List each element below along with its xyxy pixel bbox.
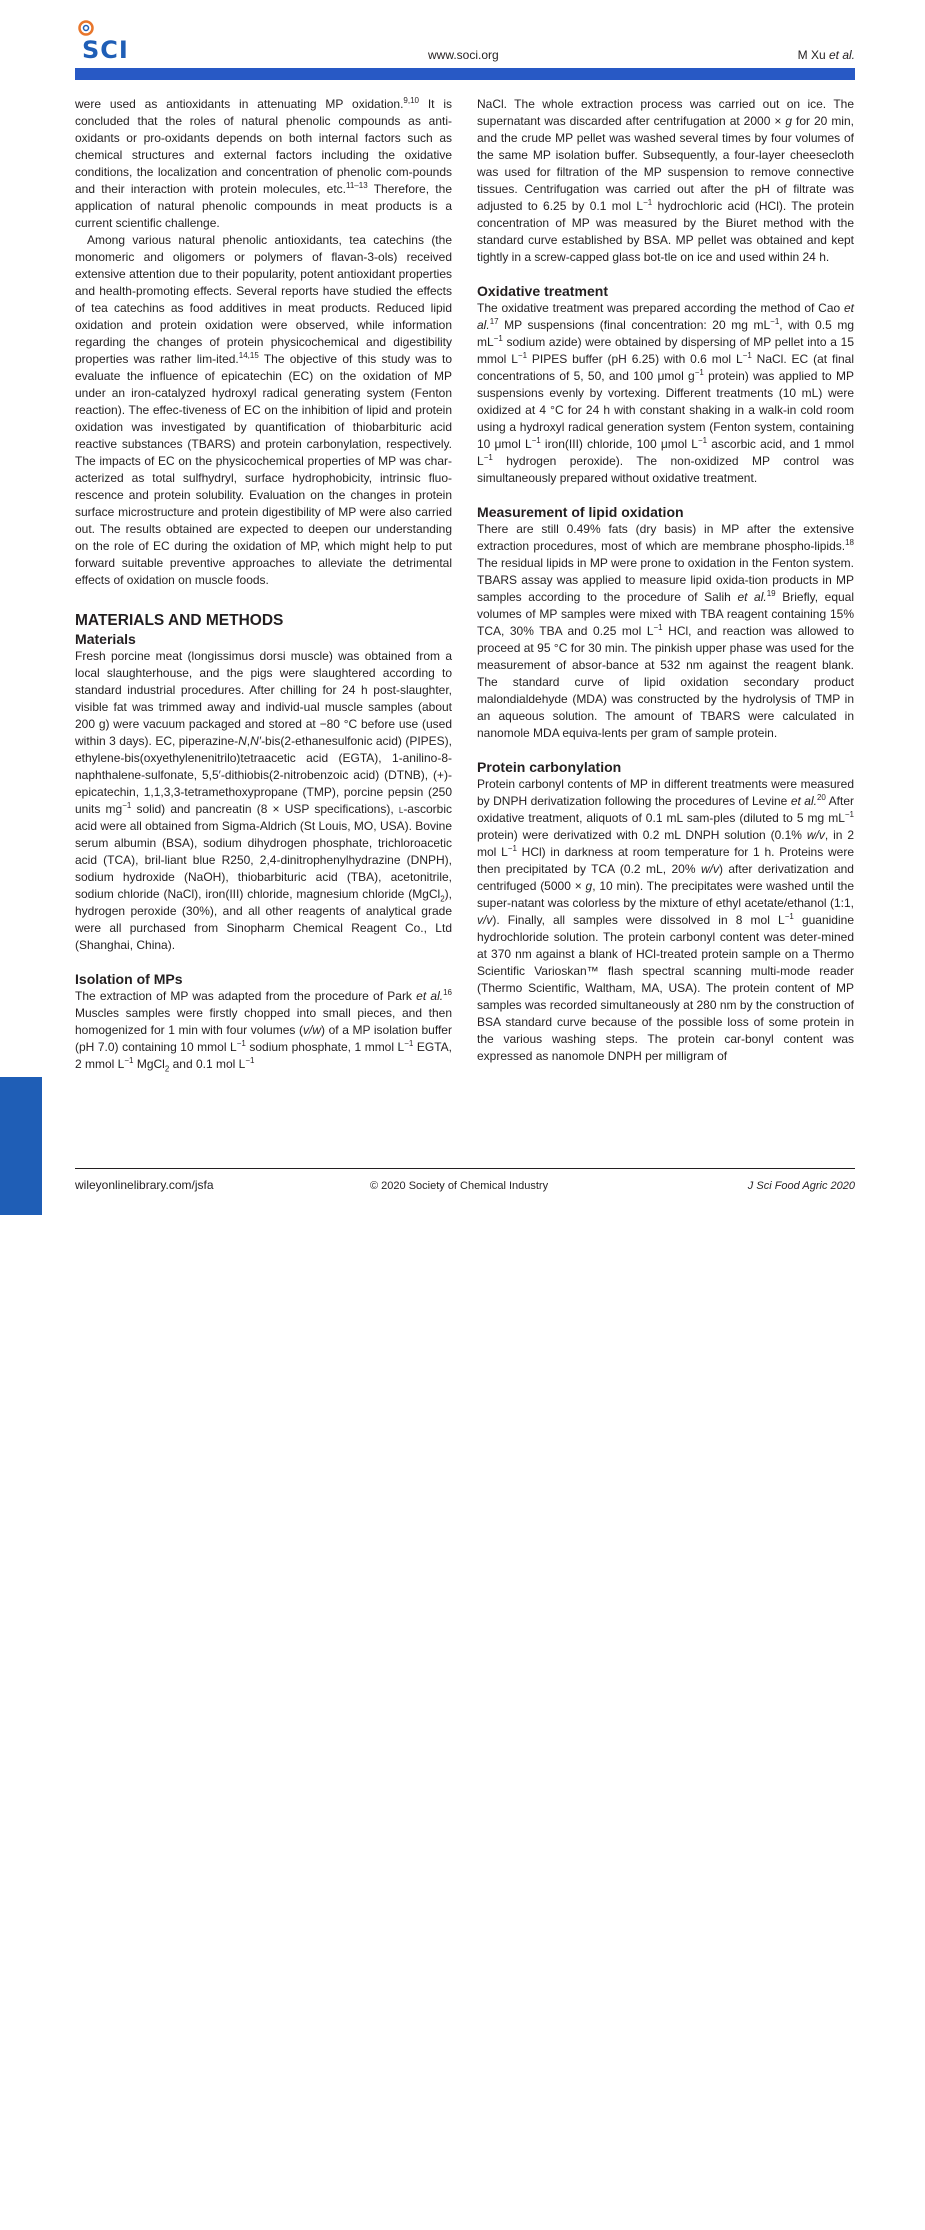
subsection-title-carbonyl: Protein carbonylation: [477, 759, 622, 775]
page-number-tab: [0, 1077, 42, 2230]
subsection-title-oxidative: Oxidative treatment: [477, 283, 609, 299]
header-bar: [75, 68, 855, 80]
footer-url[interactable]: wileyonlinelibrary.com/jsfa: [75, 1178, 214, 1192]
header-author: M Xu et al.: [797, 48, 855, 62]
paragraph-oxidative: The oxidative treatment was prepared according the method of Cao et al.$^{17}$ MP suspensions (final concentration: 20 mg $mL^{-1}$, with 0.5 mg $mL^{-1}$ sodium azide) were obtained by dispersing of MP pellet into a 15 mmol $L^{-1}$ PIPES buffer (pH 6.25) with 0.6 mol $L^{-1}$ NaCl. EC (at final concentrations of 5, 50, and 100 μmol $g^{-1}$ protein) was applied to MP suspensions evenly by vortexing. Different treatments (10 mL) were oxidized at 4 °C for 24 h with constant shaking in a walk-in cold room using a hydroxyl radical generation system (Fenton system, containing 10 μmol $L^{-1}$ iron(III) chloride, 100 μmol $L^{-1}$ ascorbic acid, and 1 mmol $L^{-1}$ hydrogen peroxide). The non-oxidized MP control was simultaneously prepared without oxidative treatment.: [477, 301, 854, 485]
paragraph-intro-2: Among various natural phenolic antioxidants, tea catechins (the monomeric and oligomers or polymers of flavan-3-ols) received extensive attention due to their popularity, potent antioxidant properties and health-promoting effects. Several reports have studied the effects of tea catechins as food additives in meat products. Reduced lipid oxidation and protein oxidation were observed, while information regarding the changes of protein physicochemical and digestibility properties was rather lim-ited.$^{14,15}$ The objective of this study was to evaluate the influence of epicatechin (EC) on the oxidation of MP under an iron-catalyzed hydroxyl radical generating system (Fenton reaction). The effec-tiveness of EC on the inhibition of lipid and protein oxidation was investigated by quantification of thiobarbituric acid reactive substances (TBARS) and protein carbonylation, respectively. The impacts of EC on the physicochemical properties of MP was char-acterized as total sulfhydryl, surface hydrophobicity, intrinsic fluo-rescence and protein solubility. Evaluation on the changes in protein surface microstructure and protein digestibility of MP were also carried out. The results obtained are expected to deepen our understanding on the role of EC during the oxidation of MP, which might help to put forward suitable preventive approaches to alleviate the detrimental effects of oxidation on muscle foods.: [75, 233, 453, 587]
section-title-materials-methods: MATERIALS AND METHODS: [75, 612, 284, 629]
subsection-title-isolation: Isolation of MPs: [75, 971, 183, 987]
left-column: [75, 96, 452, 1073]
subsection-title-lipid: Measurement of lipid oxidation: [477, 504, 684, 520]
paragraph-intro-1: were used as antioxidants in attenuating MP oxidation.$^{9,10}$ It is concluded that the roles of natural phenolic compounds as anti-oxidants or pro-oxidants depends on both internal factors such as chemical structures and external factors including the oxidative conditions, the localization and concentration of phenolic com-pounds and their interaction with protein molecules, etc.$^{11-13}$ Therefore, the application of natural phenolic compounds in meat products is a current scientific challenge.: [75, 96, 452, 230]
footer-journal-citation: J Sci Food Agric 2020: [747, 1180, 855, 1192]
paragraph-carbonyl: Protein carbonyl contents of MP in different treatments were measured by DNPH derivatization following the procedures of Levine et al.$^{20}$ After oxidative treatment, aliquots of 0.1 mL sam-ples (diluted to 5 mg $mL^{-1}$ protein) were derivatized with 0.2 mL DNPH solution (0.1% w/v, in 2 mol $L^{-1}$ HCl) in darkness at room temperature for 1 h. Proteins were then precipitated by TCA (0.2 mL, 20% w/v) after derivatization and centrifuged (5000 × g, 10 min). The precipitates were washed until the super-natant was colorless by the mixture of ethyl acetate/ethanol (1:1, v/v). Finally, all samples were dissolved in 8 mol $L^{-1}$ guanidine hydrochloride solution. The protein carbonyl content was deter-mined at 370 nm against a blank of HCl-treated protein sample on a Thermo Scientific Varioskan™ flash spectral scanning multi-mode reader (Thermo Scientific, Waltham, MA, USA). The protein content of MP samples was recorded simultaneously at 280 nm by the construction of BSA standard curve because of the possible loss of some protein in the various washing steps. The protein car-bonyl content was expressed as nanomole DNPH per milligram of: [477, 777, 855, 1063]
paragraph-isolation: The extraction of MP was adapted from the procedure of Park et al.$^{16}$ Muscles samples were firstly chopped into small pieces, and then homogenized for 1 min with four volumes (v/w) of a MP isolation buffer (pH 7.0) containing 10 mmol $L^{-1}$ sodium phosphate, 1 mmol $L^{-1}$ EGTA, 2 mmol $L^{-1}$ MgCl$_2$ and 0.1 mol $L^{-1}$: [75, 988, 453, 1074]
paragraph-isolation-continued: NaCl. The whole extraction process was carried out on ice. The supernatant was discarded after centrifugation at 2000 × g for 20 min, and the crude MP pellet was washed several times by four volumes of the same MP isolation buffer. Subsequently, a four-layer cheesecloth was used for filtration of the MP suspension to remove connective tissues. Centrifugation was carried out after the pH of filtrate was adjusted to 6.25 by 0.1 mol $L^{-1}$ hydrochloric acid (HCl). The protein concentration of MP was measured by the Biuret method with the standard curve established by BSA. MP pellet was obtained and kept tightly in a screw-capped glass bot-tle on ice and used within 24 h.: [477, 97, 854, 264]
header-url[interactable]: www.soci.org: [428, 48, 499, 62]
footer-copyright: © 2020 Society of Chemical Industry: [370, 1180, 549, 1192]
page-number: 2: [3, 2220, 23, 2230]
paragraph-materials: Fresh porcine meat (longissimus dorsi muscle) was obtained from a local slaughterhouse, and the pigs were slaughtered according to standard industrial procedures. After chilling for 24 h post-slaughter, visible fat was trimmed away and individ-ual muscle samples (about 200 g) were vacuum packaged and stored at −80 °C before use (used within 3 days). EC, piperazine-N,N′-bis(2-ethanesulfonic acid) (PIPES), ethylene-bis(oxyethylenenitrilo)tetraacetic acid (EGTA), 1-anilino-8-naphthalene-sulfonate, 5,5′-dithiobis(2-nitrobenzoic acid) (DTNB), (+)-epicatechin, 1,1,3,3-tetramethoxypropane (TMP), porcine pepsin (250 units $mg^{-1}$ solid) and pancreatin (8 × USP specifications), l-ascorbic acid were all obtained from Sigma-Aldrich (St Louis, MO, USA). Bovine serum albumin (BSA), sodium dihydrogen phosphate, trichloroacetic acid (TCA), bril-liant blue R250, 2,4-dinitrophenylhydrazine (DNPH), sodium hydroxide (NaOH), thiobarbituric acid (TBA), acetonitrile, sodium chloride (NaCl), iron(III) chloride, magnesium chloride (MgCl$_2$), hydrogen peroxide (30%), and all other reagents of analytical grade were all purchased from Sinopharm Chemical Reagent Co., Ltd (Shanghai, China).: [75, 649, 452, 952]
journal-logo-text: SCI: [82, 36, 129, 64]
footer-rule: [75, 1168, 855, 1169]
paragraph-lipid: There are still 0.49% fats (dry basis) in MP after the extensive extraction procedures, most of which are membrane phospho-lipids.$^{18}$ The residual lipids in MP were prone to oxidation in the Fenton system. TBARS assay was applied to measure lipid oxida-tion products in MP samples according to the procedure of Salih et al.$^{19}$ Briefly, equal volumes of MP samples were mixed with TBA reagent containing 15% TCA, 30% TBA and 0.25 mol $L^{-1}$ HCl, and reaction was allowed to proceed at 95 °C for 30 min. The pinkish upper phase was used for the measurement of absor-bance at 532 nm against the reagent blank. The standard curve of lipid oxidation secondary product malondialdehyde (MDA) was constructed by the hydrolysis of TMP in an aqueous solution. The amount of TBARS were calculated in nanomole MDA equiva-lents per gram of sample protein.: [477, 522, 855, 740]
subsection-title-materials: Materials: [75, 631, 136, 647]
right-column: [477, 96, 854, 1065]
